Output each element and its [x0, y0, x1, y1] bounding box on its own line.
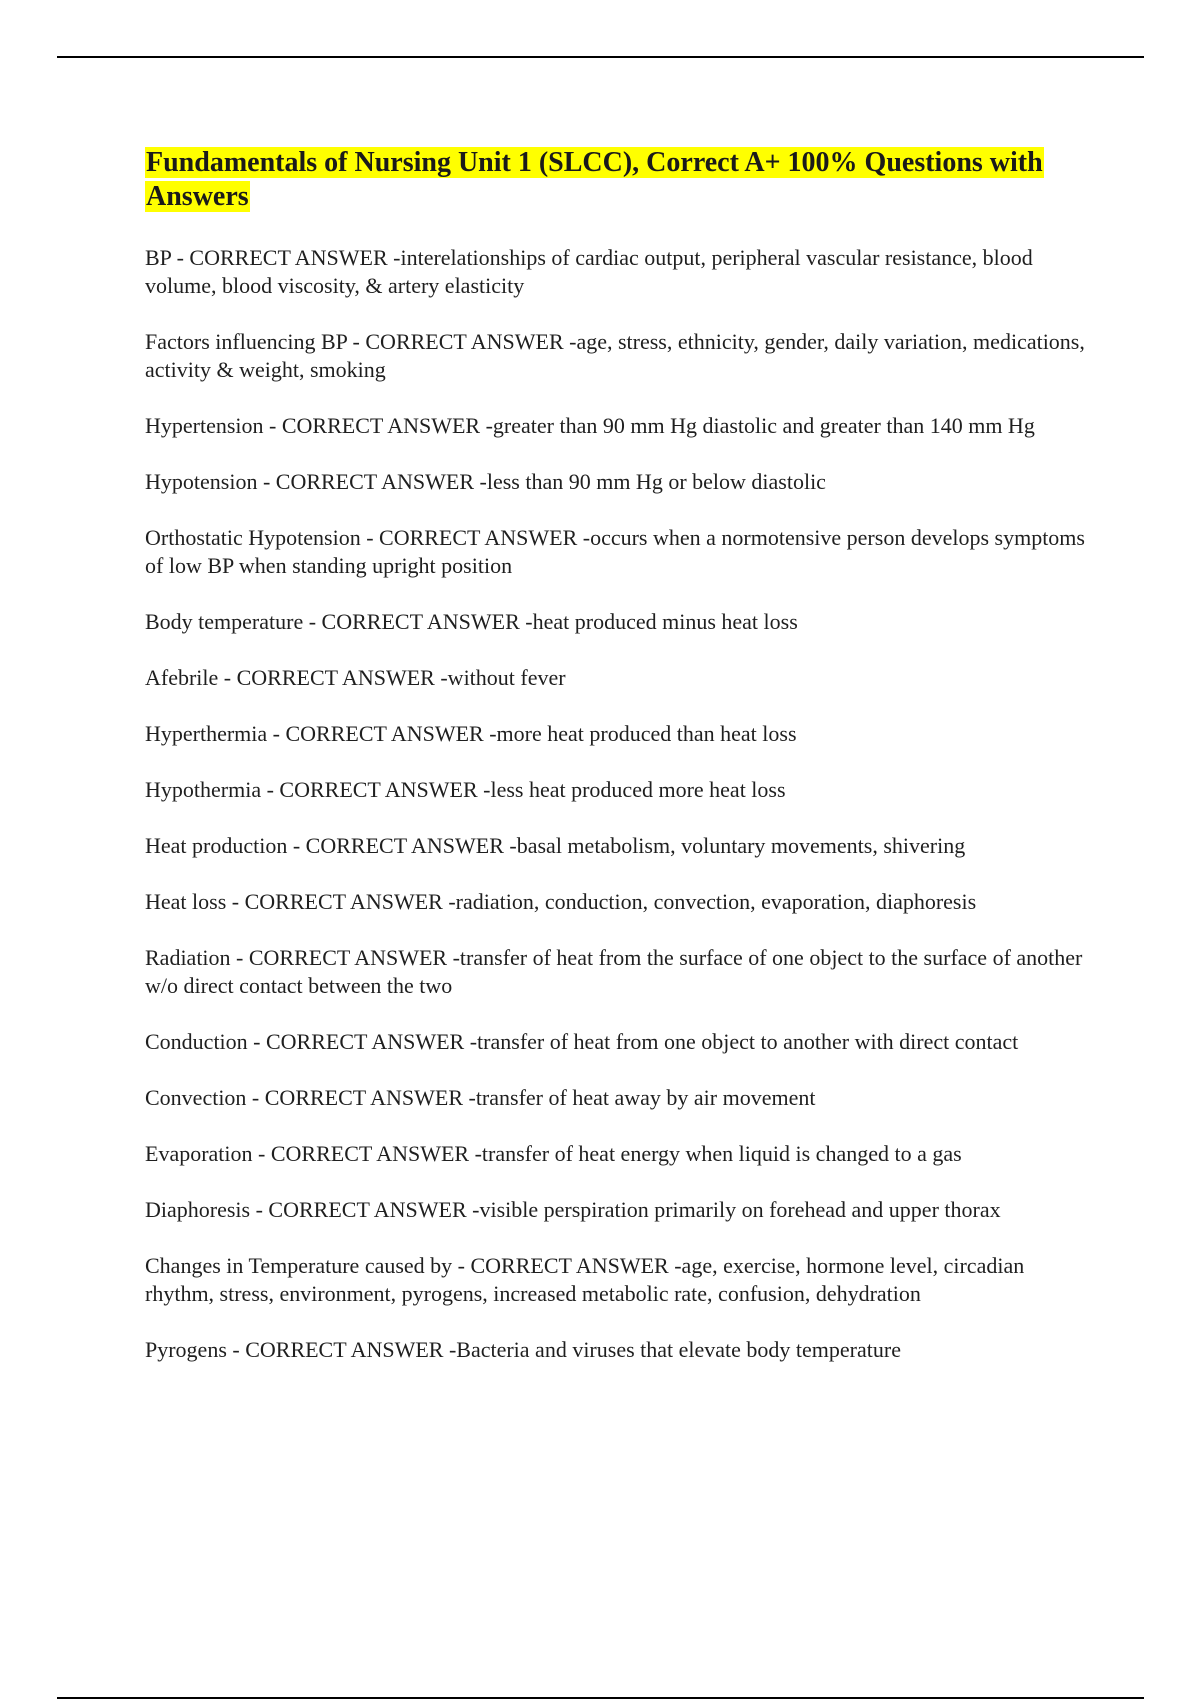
- qa-item-hyperthermia: Hyperthermia - CORRECT ANSWER -more heat produced than heat loss: [145, 721, 797, 746]
- qa-item-factors-bp: Factors influencing BP - CORRECT ANSWER -age, stress, ethnicity, gender, daily variation, medications, activity & weight, smoking: [145, 329, 1085, 382]
- qa-item-hypothermia: Hypothermia - CORRECT ANSWER -less heat produced more heat loss: [145, 777, 786, 802]
- qa-item-afebrile: Afebrile - CORRECT ANSWER -without fever: [145, 665, 566, 690]
- document-title: [145, 146, 1095, 214]
- qa-item-evaporation: Evaporation - CORRECT ANSWER -transfer of heat energy when liquid is changed to a gas: [145, 1141, 962, 1166]
- qa-item-bp: BP - CORRECT ANSWER -interelationships of cardiac output, peripheral vascular resistance, blood volume, blood viscosity, & artery elasticity: [145, 245, 1033, 298]
- qa-item-hypotension: Hypotension - CORRECT ANSWER -less than 90 mm Hg or below diastolic: [145, 469, 826, 494]
- qa-item-pyrogens: Pyrogens - CORRECT ANSWER -Bacteria and viruses that elevate body temperature: [145, 1337, 901, 1362]
- qa-list: [145, 244, 1095, 1364]
- qa-item-conduction: Conduction - CORRECT ANSWER -transfer of heat from one object to another with direct contact: [145, 1029, 1019, 1054]
- qa-item-radiation: Radiation - CORRECT ANSWER -transfer of heat from the surface of one object to the surface of another w/o direct contact between the two: [145, 945, 1083, 998]
- qa-item-hypertension: Hypertension - CORRECT ANSWER -greater than 90 mm Hg diastolic and greater than 140 mm Hg: [145, 413, 1035, 438]
- top-rule: [57, 56, 1144, 58]
- document-page: [145, 146, 1095, 1392]
- bottom-rule: [57, 1697, 1144, 1699]
- title-highlight: Fundamentals of Nursing Unit 1 (SLCC), Correct A+ 100% Questions with Answers: [146, 147, 1043, 212]
- qa-item-heat-production: Heat production - CORRECT ANSWER -basal metabolism, voluntary movements, shivering: [145, 833, 966, 858]
- qa-item-diaphoresis: Diaphoresis - CORRECT ANSWER -visible perspiration primarily on forehead and upper thorax: [145, 1197, 1001, 1222]
- qa-item-body-temperature: Body temperature - CORRECT ANSWER -heat produced minus heat loss: [145, 609, 798, 634]
- qa-item-orthostatic-hypotension: Orthostatic Hypotension - CORRECT ANSWER -occurs when a normotensive person develops symptoms of low BP when standing upright position: [145, 525, 1085, 578]
- qa-item-convection: Convection - CORRECT ANSWER -transfer of heat away by air movement: [145, 1085, 816, 1110]
- qa-item-heat-loss: Heat loss - CORRECT ANSWER -radiation, conduction, convection, evaporation, diaphoresis: [145, 889, 977, 914]
- qa-item-temperature-changes: Changes in Temperature caused by - CORRECT ANSWER -age, exercise, hormone level, circadian rhythm, stress, environment, pyrogens, increased metabolic rate, confusion, dehydration: [145, 1253, 1025, 1306]
